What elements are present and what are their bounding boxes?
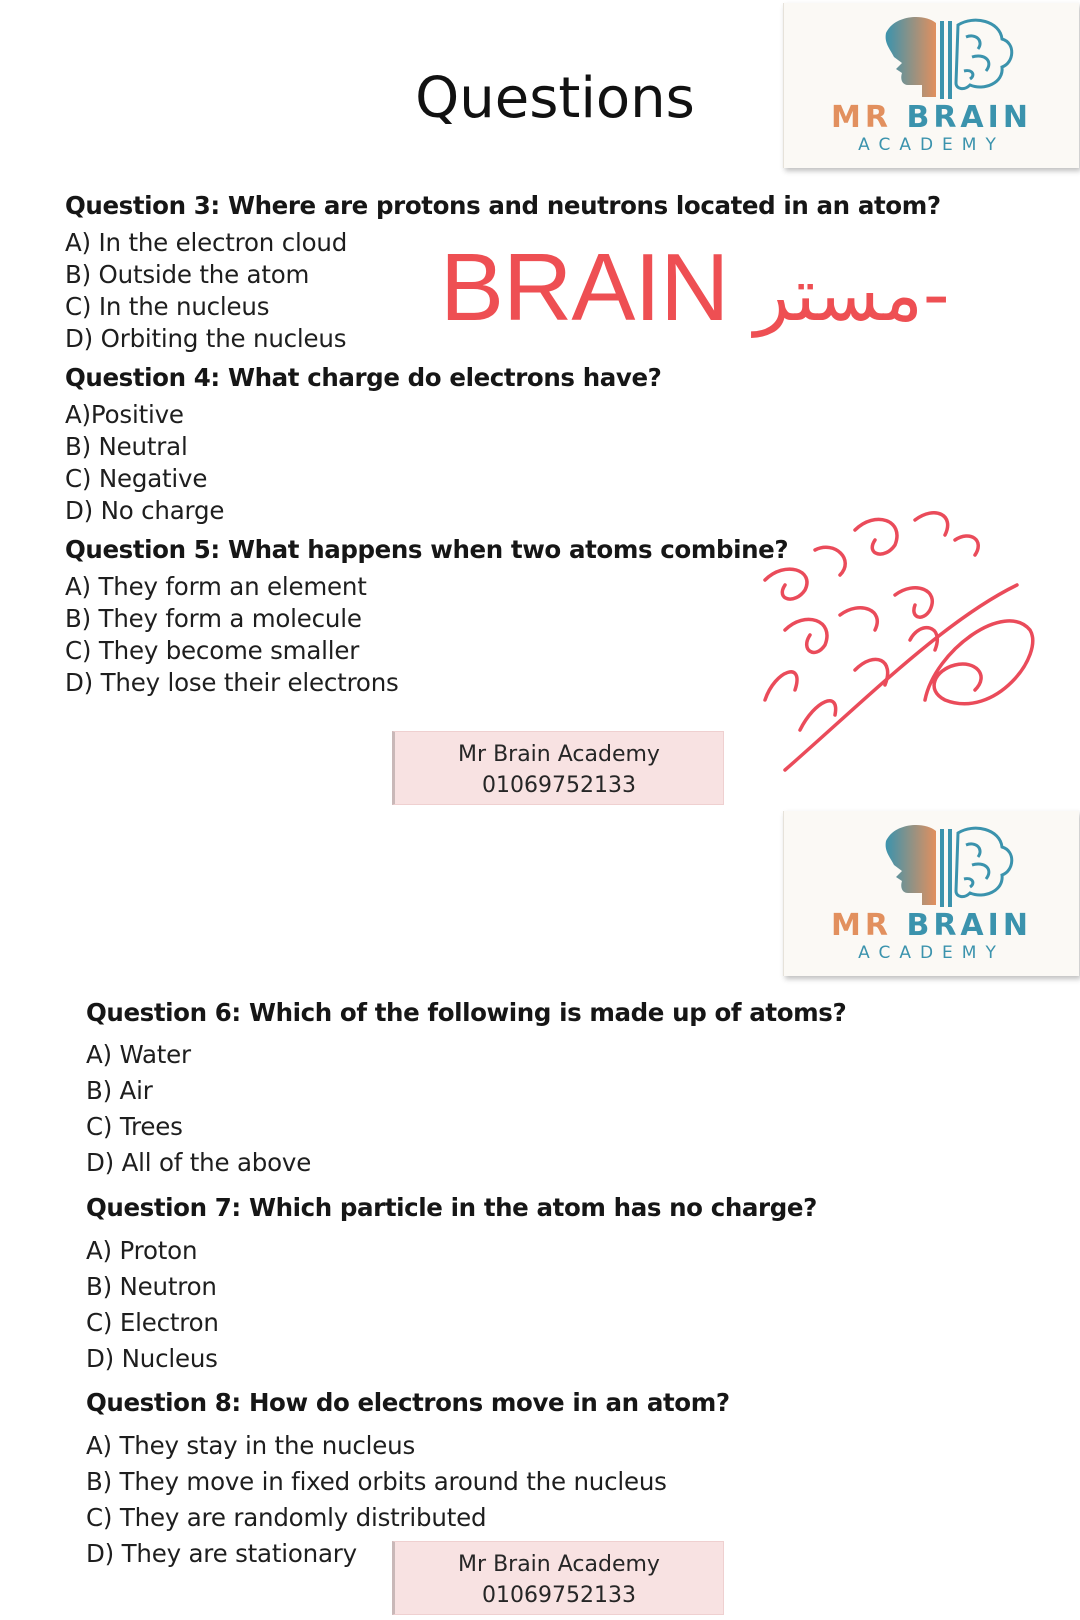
question-8-option-c: C) They are randomly distributed: [86, 1503, 487, 1532]
question-8-option-d: D) They are stationary: [86, 1539, 357, 1568]
question-5-option-c: C) They become smaller: [65, 636, 360, 665]
question-7-option-a: A) Proton: [86, 1236, 198, 1265]
handwritten-signature: [745, 500, 1065, 800]
question-5-option-b: B) They form a molecule: [65, 604, 362, 633]
question-6-option-d: D) All of the above: [86, 1148, 312, 1177]
question-8-option-a: A) They stay in the nucleus: [86, 1431, 416, 1460]
brain-bulb-head-icon: [824, 11, 1039, 111]
question-4-option-d: D) No charge: [65, 496, 225, 525]
logo-subtitle: ACADEMY: [858, 943, 1005, 963]
contact-phone: 01069752133: [482, 773, 636, 798]
question-7-option-d: D) Nucleus: [86, 1344, 218, 1373]
logo-card-middle: [783, 811, 1079, 976]
watermark-arabic: مستر-: [754, 252, 950, 338]
brain-bulb-head-icon: [824, 819, 1039, 919]
question-4-option-b: B) Neutral: [65, 432, 188, 461]
contact-box-top: [392, 731, 724, 805]
question-6: Question 6: Which of the following is made up of atoms?: [86, 998, 847, 1027]
question-3-option-d: D) Orbiting the nucleus: [65, 324, 347, 353]
question-8: Question 8: How do electrons move in an atom?: [86, 1388, 730, 1417]
question-7: Question 7: Which particle in the atom has no charge?: [86, 1193, 817, 1222]
question-6-option-a: A) Water: [86, 1040, 191, 1069]
page-title: Questions: [415, 66, 695, 131]
question-6-option-c: C) Trees: [86, 1112, 183, 1141]
question-4-option-a: A)Positive: [65, 400, 184, 429]
contact-box-bottom: [392, 1541, 724, 1615]
contact-name: Mr Brain Academy: [458, 742, 660, 767]
question-3: Question 3: Where are protons and neutrons located in an atom?: [65, 191, 941, 220]
brain-watermark: [440, 234, 950, 341]
question-3-option-b: B) Outside the atom: [65, 260, 310, 289]
question-8-option-b: B) They move in fixed orbits around the nucleus: [86, 1467, 667, 1496]
question-5: Question 5: What happens when two atoms combine?: [65, 535, 789, 564]
question-4: Question 4: What charge do electrons have?: [65, 363, 662, 392]
logo-name: MR BRAIN: [831, 100, 1032, 135]
contact-phone: 01069752133: [482, 1583, 636, 1608]
watermark-text: BRAIN: [440, 234, 729, 341]
question-7-option-c: C) Electron: [86, 1308, 219, 1337]
logo-subtitle: ACADEMY: [858, 135, 1005, 155]
question-3-option-a: A) In the electron cloud: [65, 228, 348, 257]
question-7-option-b: B) Neutron: [86, 1272, 217, 1301]
question-5-option-a: A) They form an element: [65, 572, 367, 601]
question-4-option-c: C) Negative: [65, 464, 208, 493]
question-6-option-b: B) Air: [86, 1076, 153, 1105]
logo-card-top: [783, 3, 1079, 168]
contact-name: Mr Brain Academy: [458, 1552, 660, 1577]
question-3-option-c: C) In the nucleus: [65, 292, 270, 321]
question-5-option-d: D) They lose their electrons: [65, 668, 399, 697]
logo-name: MR BRAIN: [831, 908, 1032, 943]
